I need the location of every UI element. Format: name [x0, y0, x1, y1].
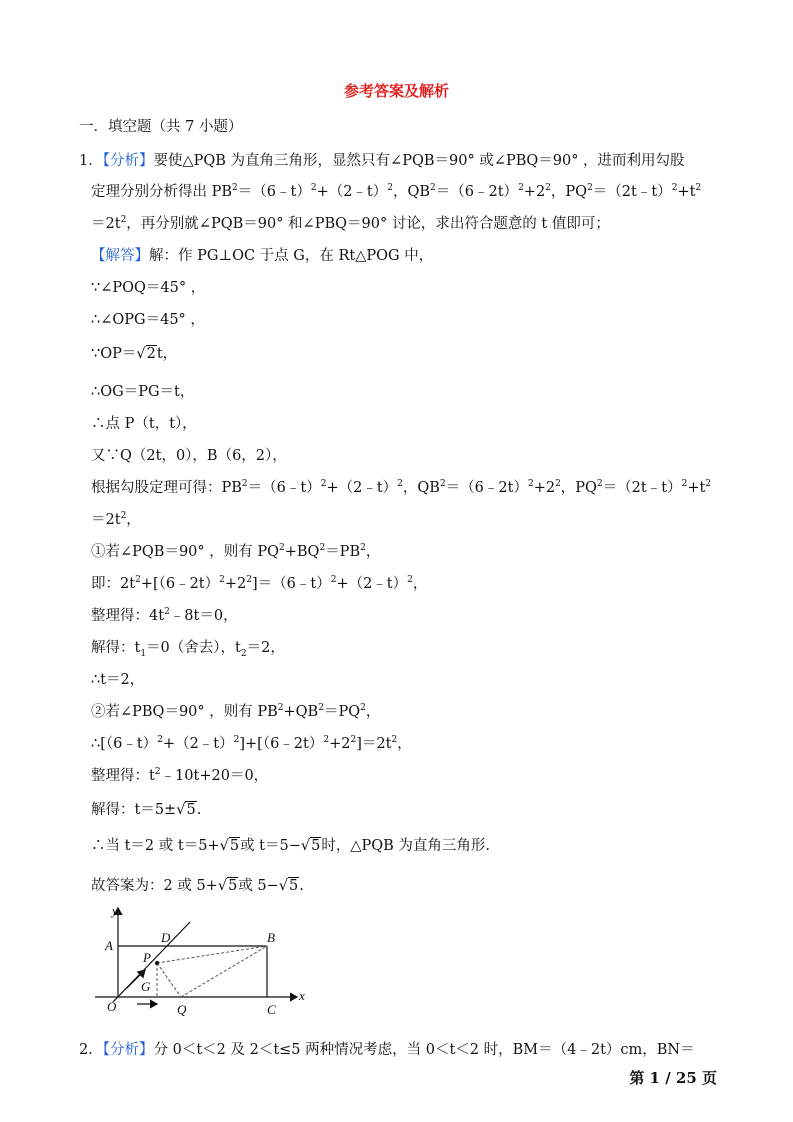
q1-solution-line-1: 【解答】解：作 PG⊥OC 于点 G，在 Rt△POG 中， — [91, 248, 434, 264]
geometry-figure — [85, 900, 315, 1025]
line-q-b: 又∵Q（2t，0），B（6，2）， — [91, 448, 287, 464]
case-1-condition: ①若∠PQB＝90° ，则有 $PQ^2+BQ^2=PB^2$， — [91, 543, 381, 560]
line-opg: ∴∠OPG＝45° ， — [91, 312, 205, 328]
case-2-equation: $\therefore[(6﹣t)^2+(2﹣t)^2]+[(6﹣2t)^2+2^2]=2t^2$， — [91, 735, 412, 752]
analysis-tag: 【分析】 — [102, 153, 154, 169]
section-heading: 一．填空题（共 7 小题） — [79, 119, 243, 135]
q1-analysis-line-2: 定理分别分析得出 $PB^2=(6﹣t)^2+(2﹣t)^2$，$QB^2=(6﹣2t)^2+2^2$，$PQ^2=(2t﹣t)^2+t^2$ — [91, 183, 702, 200]
point-p — [155, 961, 159, 965]
label-b: B — [267, 930, 275, 945]
label-y: y — [112, 903, 118, 918]
line-poq: ∵∠POQ＝45° ， — [91, 280, 206, 296]
segment-qb — [181, 946, 267, 997]
line-point-p: ∴点 P（t，t）， — [91, 416, 197, 432]
label-q: Q — [177, 1002, 187, 1017]
q1-analysis-line-3: $=2t^2$，再分别就∠PQB＝90° 和∠PBQ＝90° 讨论，求出符合题意的 t 值即可； — [91, 215, 610, 232]
q2-analysis-line-1: 2．【分析】分 0＜t＜2 及 2＜t≤5 两种情况考虑，当 0＜t＜2 时，BM＝（4﹣2t）cm，BN＝ — [79, 1042, 695, 1058]
case-2-simplified: 整理得：$t^2﹣10t+20=0$， — [91, 767, 269, 784]
case-2-roots: 解得：t＝5±√5. — [91, 802, 202, 818]
label-d: D — [161, 930, 171, 945]
label-c: C — [267, 1002, 276, 1017]
label-o: O — [107, 999, 117, 1014]
line-op: ∵OP＝√2t， — [91, 346, 178, 362]
analysis-text: 要使△PQB 为直角三角形，显然只有∠PQB＝90° 或∠PBQ＝90° ，进而利用勾股 — [153, 153, 685, 169]
case-2-condition: ②若∠PBQ＝90° ，则有 $PB^2+QB^2=PQ^2$， — [91, 703, 381, 720]
page-number: 第 1 / 25 页 — [629, 1069, 717, 1087]
case-1-equation: 即：$2t^2+[(6﹣2t)^2+2^2]=(6﹣t)^2+(2﹣t)^2$， — [91, 575, 428, 592]
solution-tag: 【解答】 — [91, 248, 149, 264]
q1-analysis-line-1 — [79, 149, 685, 170]
line-pythagoras-cont: $=2t^2$， — [91, 511, 141, 528]
final-answer: 故答案为：2 或 5+√5或 5−√5. — [91, 878, 304, 894]
question-number: 1． — [79, 153, 103, 169]
case-1-result: ∴t＝2， — [91, 672, 145, 688]
segment-pb — [157, 946, 267, 963]
conclusion: ∴当 t＝2 或 t＝5+√5或 t＝5−√5时，△PQB 为直角三角形. — [91, 838, 491, 854]
case-1-simplified: 整理得：$4t^2﹣8t=0$， — [91, 607, 238, 624]
page-title: 参考答案及解析 — [343, 82, 449, 100]
question-number: 2． — [79, 1042, 103, 1058]
label-a: A — [105, 938, 113, 953]
label-g: G — [141, 979, 151, 994]
line-og: ∴OG＝PG＝t， — [91, 384, 195, 400]
label-x: x — [299, 988, 305, 1003]
label-p: P — [143, 950, 151, 965]
segment-pq — [157, 963, 181, 997]
line-od — [113, 922, 190, 1002]
analysis-tag: 【分析】 — [102, 1042, 154, 1058]
case-1-roots: 解得：$t_1=0$（舍去），$t_2=2$， — [91, 640, 285, 659]
line-pythagoras: 根据勾股定理可得：$PB^2=(6﹣t)^2+(2﹣t)^2$，$QB^2=(6﹣2t)^2+2^2$，$PQ^2=(2t﹣t)^2+t^2$ — [91, 479, 712, 496]
